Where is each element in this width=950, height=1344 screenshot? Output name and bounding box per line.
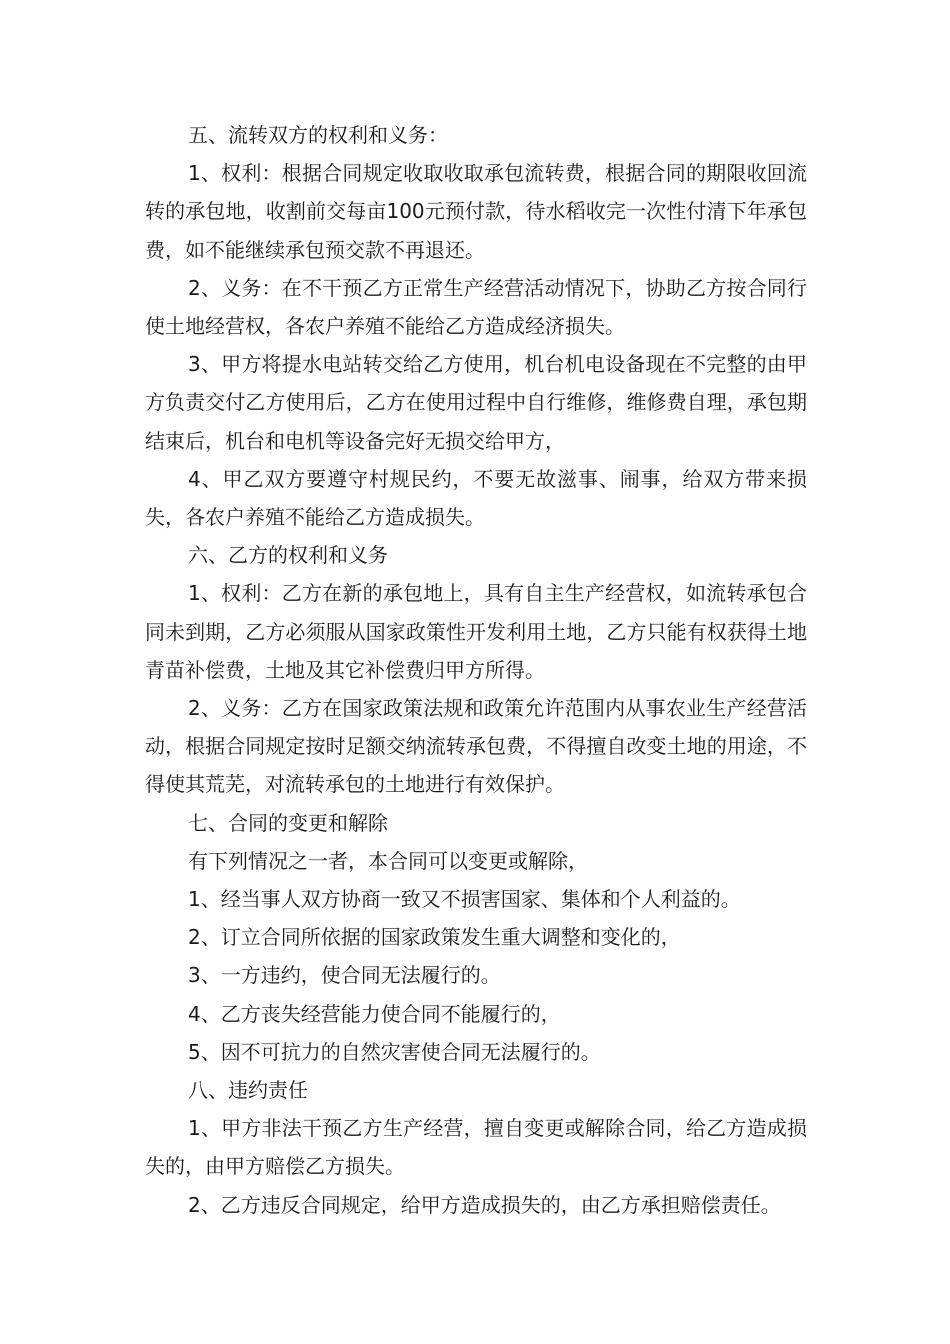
paragraph: 2、义务：在不干预乙方正常生产经营活动情况下，协助乙方按合同行使土地经营权，各农户养殖不能给乙方造成经济损失。 [145, 275, 807, 339]
paragraph: 1、甲方非法干预乙方生产经营，擅自变更或解除合同，给乙方造成损失的，由甲方赔偿乙方损失。 [145, 1116, 807, 1179]
section-heading-change-termination: 七、合同的变更和解除 [188, 810, 388, 835]
document-body [145, 116, 807, 1224]
list-item: 3、一方违约，使合同无法履行的。 [188, 963, 501, 988]
paragraph: 1、权利：乙方在新的承包地上，具有自主生产经营权，如流转承包合同未到期，乙方必须服从国家政策性开发利用土地，乙方只能有权获得土地青苗补偿费，土地及其它补偿费归甲方所得。 [145, 581, 807, 682]
section-heading-liability: 八、违约责任 [188, 1078, 308, 1103]
section-heading-party-b: 六、乙方的权利和义务 [188, 543, 388, 568]
paragraph: 2、乙方违反合同规定，给甲方造成损失的，由乙方承担赔偿责任。 [188, 1192, 781, 1217]
list-item: 4、乙方丧失经营能力使合同不能履行的， [188, 1001, 561, 1026]
paragraph: 3、甲方将提水电站转交给乙方使用，机台机电设备现在不完整的由甲方负责交付乙方使用后，乙方在使用过程中自行维修，维修费自理，承包期结束后，机台和电机等设备完好无损交给甲方， [145, 352, 807, 453]
section-heading-rights-obligations: 五、流转双方的权利和义务： [188, 123, 448, 147]
paragraph: 1、权利：根据合同规定收取收取承包流转费，根据合同的期限收回流转的承包地，收割前交每亩100元预付款，待水稻收完一次性付清下年承包费，如不能继续承包预交款不再退还。 [145, 161, 807, 262]
list-item: 5、因不可抗力的自然灾害使合同无法履行的。 [188, 1039, 601, 1064]
paragraph: 2、义务：乙方在国家政策法规和政策允许范围内从事农业生产经营活动，根据合同规定按时足额交纳流转承包费，不得擅自改变土地的用途，不得使其荒芜，对流转承包的土地进行有效保护。 [145, 696, 807, 797]
list-item: 2、订立合同所依据的国家政策发生重大调整和变化的， [188, 925, 681, 950]
paragraph: 4、甲乙双方要遵守村规民约，不要无故滋事、闹事，给双方带来损失，各农户养殖不能给乙方造成损失。 [145, 466, 807, 530]
paragraph: 有下列情况之一者，本合同可以变更或解除， [188, 848, 588, 873]
list-item: 1、经当事人双方协商一致又不损害国家、集体和个人利益的。 [188, 887, 741, 912]
